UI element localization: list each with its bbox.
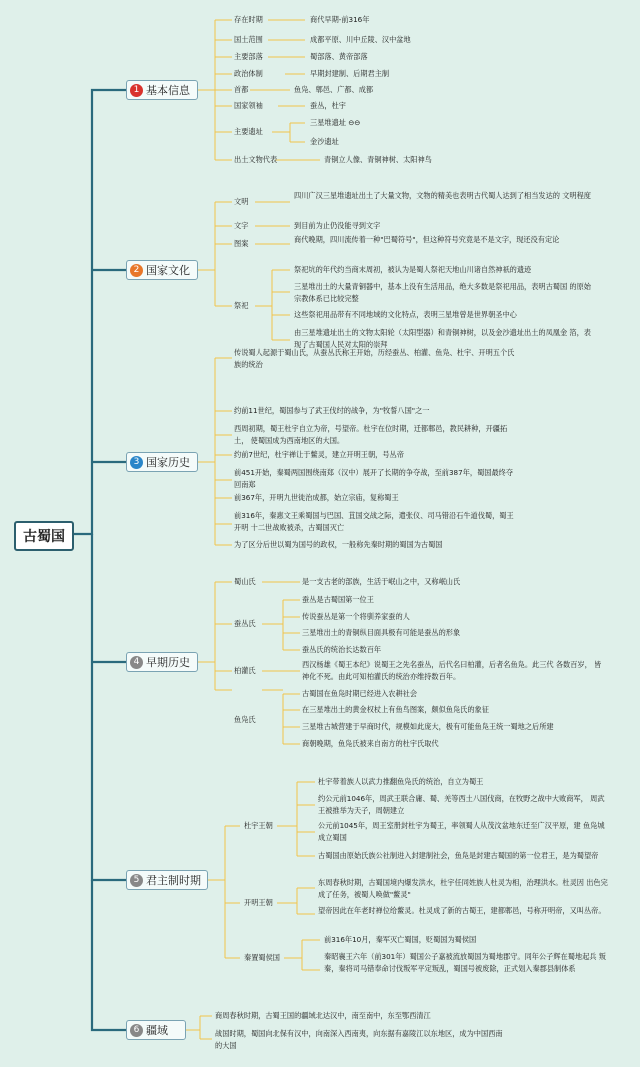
branch-monarchy[interactable]	[126, 870, 208, 890]
history-item: 约前11世纪，蜀国参与了武王伐纣的战争，为"牧誓八国"之一	[234, 406, 430, 415]
node-value: 杜宇带着族人以武力推翻鱼凫氏的统治，自立为蜀王	[318, 777, 484, 786]
branch-culture[interactable]	[126, 260, 198, 280]
node-label: 鱼凫氏	[234, 715, 256, 724]
number-badge: 5	[130, 874, 143, 887]
node-value: 三星堆出土的大量青铜器中，基本上没有生活用品，绝大多数是祭祀用品，表明古蜀国 的原始宗教体系已比较完整	[294, 282, 591, 303]
node-value: 商朝晚期，鱼凫氏被来自南方的杜宇氏取代	[302, 739, 439, 748]
node-value: 商代早期-前316年	[310, 15, 370, 24]
node-label: 出土文物代表	[234, 155, 278, 164]
branch-history[interactable]	[126, 452, 198, 472]
node-label: 杜宇王朝	[244, 821, 273, 830]
node-label: 祭祀	[234, 301, 249, 310]
number-badge: 4	[130, 656, 143, 669]
history-item: 约前7世纪，杜宇禅让于鳖灵，建立开明王朝，号丛帝	[234, 450, 404, 459]
node-value: 蚕丛是古蜀国第一位王	[302, 595, 374, 604]
node-value: 这些祭祀用品带有不同地域的文化特点，表明三星堆曾是世界朝圣中心	[294, 310, 517, 319]
branch-label: 国家文化	[146, 264, 190, 277]
history-item: 前316年，秦惠文王乘蜀国与巴国、苴国交战之际，遣张仪、司马错沿石牛道伐蜀，蜀王开明 十二世战败被杀，古蜀国灭亡	[234, 511, 514, 532]
node-label: 蚕丛氏	[234, 619, 256, 628]
node-value: 青铜立人像、青铜神树、太阳神鸟	[324, 155, 432, 164]
node-value: 成都平原、川中丘陵、汉中盆地	[310, 35, 411, 44]
history-item: 传说蜀人起源于蜀山氏，从蚕丛氏称王开始，历经蚕丛、柏灌、鱼凫、杜宇、开明五个氏 族的统治	[234, 348, 515, 369]
node-value: 商代晚期，四川流传着一种"巴蜀符号"，但这种符号究竟是不是文字，现还没有定论	[294, 235, 560, 244]
node-label: 文明	[234, 197, 249, 206]
node-value: 蚕丛，杜宇	[310, 101, 346, 110]
node-value: 是一支古老的部族，生活于岷山之中，又称岷山氏	[302, 577, 461, 586]
node-label: 政治体制	[234, 69, 263, 78]
node-value: 古蜀国在鱼凫时期已经进入农耕社会	[302, 689, 418, 698]
node-value: 祭祀坑的年代约当商末周初，被认为是蜀人祭祀天地山川诸自然神祇的遗迹	[294, 265, 532, 274]
node-value: 公元前1045年，周王室册封杜宇为蜀王，率领蜀人从茂汶盆地东迁至广汉平原，建 鱼凫城成立蜀国	[318, 821, 605, 842]
history-item: 西周初期，蜀王杜宇自立为帝，号望帝。杜宇在位时期，迁都郫邑，教民耕种，开疆拓土， 使蜀国成为西南地区的大国。	[234, 424, 508, 445]
node-label: 柏灌氏	[234, 666, 256, 675]
node-value: 早期封建制、后期君主制	[310, 69, 390, 78]
branch-label: 基本信息	[146, 84, 190, 97]
number-badge: 6	[130, 1024, 143, 1037]
node-label: 开明王朝	[244, 898, 273, 907]
node-value: 在三星堆出土的黄金权杖上有鱼鸟图案，颇似鱼凫氏的象征	[302, 705, 489, 714]
node-value: 西汉杨雄《蜀王本纪》说蜀王之先名蚕丛，后代名曰柏灌，后者名鱼凫。此三代 各数百岁， 皆神化不死。由此可知柏灌氏的统治亦维持数百年。	[302, 660, 602, 681]
branch-label: 早期历史	[146, 656, 190, 669]
number-badge: 3	[130, 456, 143, 469]
node-value: 鱼凫、郫邑、广都、成都	[294, 85, 374, 94]
root-label: 古蜀国	[23, 529, 65, 545]
branch-label: 君主制时期	[146, 874, 201, 887]
node-value: 商周春秋时期，古蜀王国的疆域北达汉中，南至南中，东至鄂西清江	[215, 1011, 431, 1020]
node-value: 东周春秋时期，古蜀国境内爆发洪水，杜宇任同姓族人杜灵为相，治理洪水。杜灵因 出色完成了任务，被蜀人唤做"鳖灵"	[318, 878, 608, 899]
node-value: 古蜀国由原始氏族公社制进入封建制社会，鱼凫是封建古蜀国的第一位君王，是为蜀望帝	[318, 851, 599, 860]
node-value: 约公元前1046年，周武王联合庸、蜀、羌等西土八国伐商，在牧野之战中大败商军， 周武王被推举为天子，周朝建立	[318, 794, 605, 815]
node-value: 秦昭襄王六年（前301年）蜀国公子嘉被流放蜀国为蜀地郡守。同年公子辉在蜀地起兵 叛秦，秦将司马错奉命讨伐叛军平定叛乱，蜀国号被废除，正式划入秦郡县制体系	[324, 952, 606, 973]
node-value: 战国时期，蜀国向北保有汉中，向南深入西南夷，向东据有嘉陵江以东地区，成为中国西南的大国	[215, 1029, 503, 1050]
branch-basic-info[interactable]	[126, 80, 198, 100]
history-item: 前367年，开明九世徙治成都，始立宗庙，复称蜀王	[234, 493, 399, 502]
node-label: 首都	[234, 85, 249, 94]
node-value: 传说蚕丛是第一个将驯养家蚕的人	[302, 612, 410, 621]
number-badge: 1	[130, 84, 143, 97]
node-value: 四川广汉三星堆遗址出土了大量文物，文物的精美也表明古代蜀人达到了相当发达的 文明程度	[294, 191, 591, 200]
number-badge: 2	[130, 264, 143, 277]
history-item: 为了区分后世以蜀为国号的政权，一般称先秦时期的蜀国为古蜀国	[234, 540, 443, 549]
node-label: 主要部落	[234, 52, 263, 61]
node-label: 蜀山氏	[234, 577, 256, 586]
node-value: 金沙遗址	[310, 137, 339, 146]
node-value: 三星堆出土的青铜纵目面具极有可能是蚕丛的形象	[302, 628, 461, 637]
node-label: 国土范围	[234, 35, 263, 44]
node-value: 蚕丛氏的统治长达数百年	[302, 645, 382, 654]
node-label: 文字	[234, 221, 249, 230]
node-value: 前316年10月，秦军灭亡蜀国，贬蜀国为蜀侯国	[324, 935, 477, 944]
branch-label: 疆域	[146, 1024, 168, 1037]
node-label: 图案	[234, 239, 249, 248]
history-item: 前451开始，秦蜀两国围绕南郑（汉中）展开了长期的争夺战，至前387年，蜀国最终夺回南郑	[234, 468, 514, 489]
node-value: 由三星堆遗址出土的文物太阳轮（太阳型器）和青铜神树，以及金沙遗址出土的凤凰金 箔，表现了古蜀国人民对太阳的崇拜	[294, 328, 591, 349]
branch-label: 国家历史	[146, 456, 190, 469]
branch-early-history[interactable]	[126, 652, 198, 672]
node-label: 主要遗址	[234, 127, 263, 136]
branch-territory[interactable]	[126, 1020, 186, 1040]
node-value: 蜀部落、黄帝部落	[310, 52, 368, 61]
node-label: 国家领袖	[234, 101, 263, 110]
node-value: 三星堆遗址 ⊖⊖	[310, 118, 361, 127]
node-label: 存在时期	[234, 15, 263, 24]
node-value: 望帝因此在年老时禅位给鳖灵。杜灵成了新的古蜀王，建都郫邑，号称开明帝，又叫丛帝。	[318, 906, 606, 915]
node-value: 三星堆古城营建于早商时代，规模如此庞大，极有可能鱼凫王统一蜀地之后所建	[302, 722, 554, 731]
node-label: 秦置蜀侯国	[244, 953, 280, 962]
node-value: 到目前为止仍没能寻到文字	[294, 221, 381, 230]
root-node[interactable]	[14, 521, 74, 551]
